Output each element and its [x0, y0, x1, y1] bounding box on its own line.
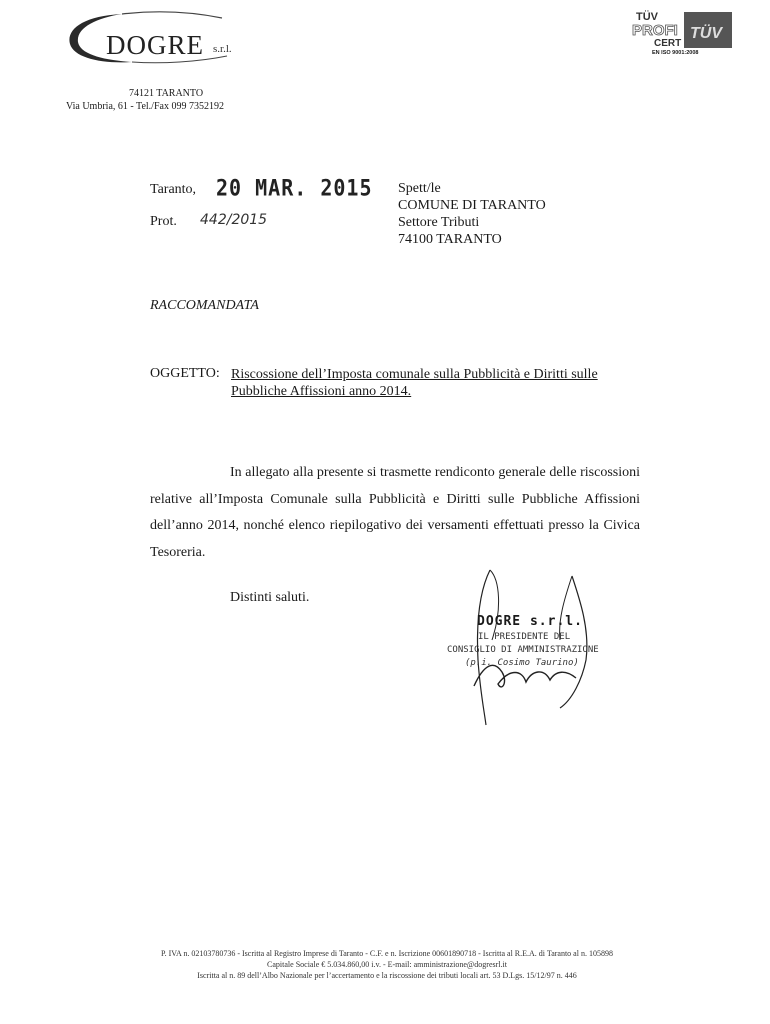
recipient-department: Settore Tributi: [398, 215, 480, 230]
footer-legal: [60, 948, 714, 981]
recipient-name: COMUNE DI TARANTO: [398, 198, 546, 213]
tuv-label: TÜV: [636, 11, 658, 23]
profi-label: PROFI: [632, 22, 678, 39]
subject-label: OGGETTO:: [150, 366, 220, 381]
company-address-city: 74121 TARANTO: [128, 88, 204, 99]
recipient-block: [398, 180, 546, 248]
footer-line-registration: P. IVA n. 02103780736 - Iscritta al Registro Imprese di Taranto - C.F. e n. Iscrizione 00601890718 - Iscritta al R.E.A. di Taranto al n. 105898: [161, 949, 613, 958]
signature-stamp-role: IL PRESIDENTE DEL: [478, 632, 571, 642]
signature-stamp-company: DOGRE s.r.l.: [477, 614, 583, 629]
protocol-label: Prot.: [150, 214, 177, 229]
place-label: Taranto,: [150, 182, 197, 197]
cert-label: CERT: [654, 38, 682, 49]
signature-stamp-board: CONSIGLIO DI AMMINISTRAZIONE: [447, 645, 599, 655]
company-logo-text: DOGRE: [106, 30, 204, 60]
date-stamp: 20 MAR. 2015: [216, 174, 373, 202]
recipient-salutation: Spett/le: [398, 181, 441, 196]
delivery-mode: RACCOMANDATA: [150, 298, 259, 313]
closing-greeting: Distinti saluti.: [230, 590, 310, 605]
company-address-street: Via Umbria, 61 - Tel./Fax 099 7352192: [66, 101, 224, 112]
protocol-number: 442/2015: [200, 212, 268, 228]
signature-stamp-name: (p.i. Cosimo Taurino): [465, 658, 579, 668]
recipient-city: 74100 TARANTO: [398, 232, 502, 247]
svg-text:TÜV: TÜV: [690, 25, 722, 42]
company-logo-suffix: s.r.l.: [213, 43, 232, 55]
body-paragraph: In allegato alla presente si trasmette rendiconto generale delle riscossioni relative all’Imposta Comunale sulla Pubblicità e Diritti sulle Pubbliche Affissioni dell’anno 2014, nonché elenco riepilogativo dei versamenti effettuati presso la Civica Tesoreria.: [150, 465, 640, 560]
iso-label: EN ISO 9001:2008: [652, 50, 699, 56]
footer-line-capital: Capitale Sociale € 5.034.860,00 i.v. - E-mail: amministrazione@dogresrl.it: [267, 960, 507, 969]
footer-line-albo: Iscritta al n. 89 dell’Albo Nazionale per l’accertamento e la riscossione dei tributi locali art. 53 D.Lgs. 15/12/97 n. 446: [197, 971, 577, 980]
subject-text: Riscossione dell’Imposta comunale sulla Pubblicità e Diritti sulle Pubbliche Affissioni anno 2014.: [231, 367, 598, 399]
